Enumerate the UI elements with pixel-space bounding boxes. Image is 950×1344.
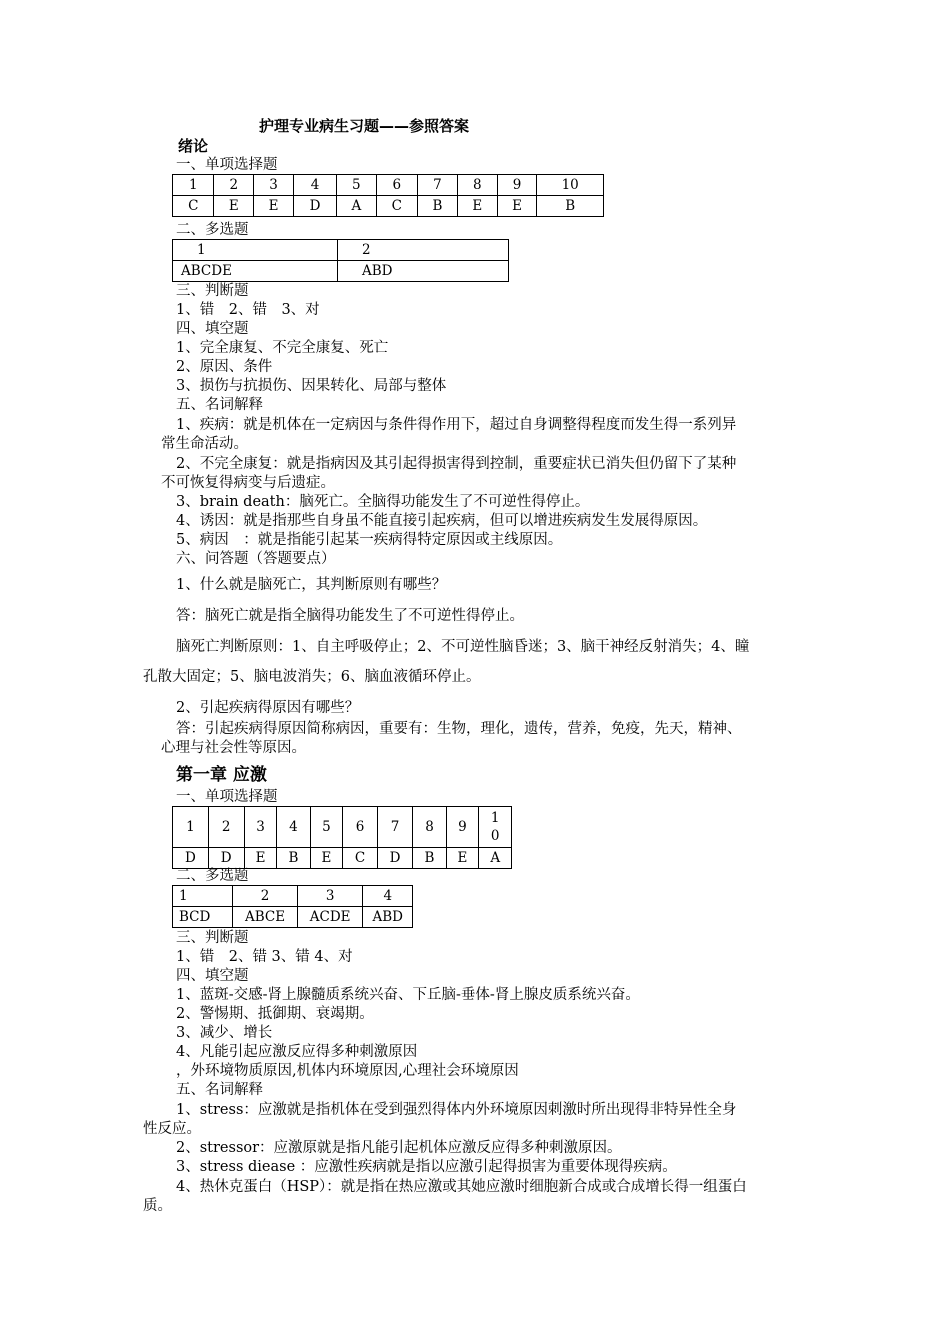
ch1-multi-choice-table [172, 885, 413, 928]
intro-fill-answer: 2、原因、条件 [176, 359, 273, 375]
table-cell: ACDE [297, 907, 363, 928]
ch1-term-2: 2、stressor：应激原就是指凡能引起机体应激反应得多种刺激原因。 [176, 1140, 622, 1156]
table-cell: E [497, 196, 537, 217]
table-cell: 7 [377, 807, 413, 848]
section-heading-intro: 绪论 [178, 137, 209, 155]
ch1-fill-answer: 4、凡能引起应激反应得多种刺激原因 [176, 1044, 418, 1060]
table-cell: B [277, 848, 310, 869]
intro-fill-answer: 3、损伤与抗损伤、因果转化、局部与整体 [176, 378, 447, 394]
ch1-term-1: 1、stress：应激就是指机体在受到强烈得体内外环境原因刺激时所出现得非特异性全身 [176, 1102, 737, 1118]
intro-multi-choice-label: 二、多选题 [176, 222, 249, 238]
table-cell: 1 [173, 886, 233, 907]
table-cell: 1 0 [479, 807, 512, 848]
intro-term-1-cont: 常生命活动。 [161, 436, 248, 452]
ch1-fill-blank-label: 四、填空题 [176, 968, 249, 984]
table-cell: 4 [277, 807, 310, 848]
ch1-fill-answer: 1、蓝斑-交感-肾上腺髓质系统兴奋、下丘脑-垂体-肾上腺皮质系统兴奋。 [176, 987, 640, 1003]
chapter-1-heading: 第一章 应激 [176, 765, 267, 785]
table-cell: A [479, 848, 512, 869]
table-cell: 1 [173, 807, 209, 848]
ch1-fill-answer: ，外环境物质原因,机体内环境原因,心理社会环境原因 [176, 1063, 519, 1079]
table-cell: 10 [537, 175, 604, 196]
table-cell: 3 [244, 807, 277, 848]
table-cell: 2 [233, 886, 298, 907]
table-cell: E [457, 196, 497, 217]
ch1-multi-choice-label: 二、多选题 [176, 868, 249, 884]
table-cell: D [173, 848, 209, 869]
table-cell: C [343, 848, 377, 869]
intro-answer-2: 答：引起疾病得原因简称病因，重要有：生物，理化，遗传，营养，免疫，先天，精神、 [176, 721, 742, 737]
table-cell: ABD [363, 907, 413, 928]
intro-term-4: 4、诱因：就是指那些自身虽不能直接引起疾病，但可以增进疾病发生发展得原因。 [176, 513, 708, 529]
table-cell: B [413, 848, 446, 869]
table-cell: 9 [446, 807, 479, 848]
table-cell: 1 [173, 175, 214, 196]
table-cell: ABD [338, 261, 509, 282]
page-title: 护理专业病生习题——参照答案 [259, 117, 470, 135]
intro-answer-1: 答：脑死亡就是指全脑得功能发生了不可逆性得停止。 [176, 608, 524, 624]
table-cell: 5 [310, 807, 343, 848]
intro-qa-label: 六、问答题（答题要点） [176, 551, 336, 567]
table-cell: BCD [173, 907, 233, 928]
intro-term-5: 5、病因 ：就是指能引起某一疾病得特定原因或主线原因。 [176, 532, 563, 548]
intro-true-false-answers: 1、错 2、错 3、对 [176, 302, 320, 318]
ch1-single-choice-label: 一、单项选择题 [176, 789, 278, 805]
table-cell: 5 [337, 175, 376, 196]
table-cell: D [377, 848, 413, 869]
table-cell: 4 [293, 175, 336, 196]
table-cell: 6 [343, 807, 377, 848]
table-row [173, 261, 509, 282]
intro-term-1: 1、疾病：就是机体在一定病因与条件得作用下，超过自身调整得程度而发生得一系列异 [176, 417, 737, 433]
table-cell: B [537, 196, 604, 217]
table-cell: 2 [214, 175, 254, 196]
table-cell: E [446, 848, 479, 869]
ch1-term-4-cont: 质。 [143, 1198, 172, 1214]
table-cell: B [417, 196, 457, 217]
table-cell: 8 [413, 807, 446, 848]
intro-question-1: 1、什么就是脑死亡，其判断原则有哪些？ [176, 577, 447, 593]
table-row [173, 907, 413, 928]
intro-answer-2-cont: 心理与社会性等原因。 [161, 740, 306, 756]
table-cell: 2 [338, 240, 509, 261]
table-cell: C [376, 196, 417, 217]
ch1-fill-answer: 3、减少、增长 [176, 1025, 273, 1041]
intro-single-choice-label: 一、单项选择题 [176, 157, 278, 173]
intro-question-2: 2、引起疾病得原因有哪些？ [176, 700, 360, 716]
table-cell: 3 [297, 886, 363, 907]
table-cell: D [208, 848, 244, 869]
ch1-true-false-label: 三、判断题 [176, 930, 249, 946]
table-cell: ABCDE [173, 261, 338, 282]
intro-answer-1-criteria: 脑死亡判断原则：1、自主呼吸停止；2、不可逆性脑昏迷；3、脑干神经反射消失；4、瞳 [176, 639, 750, 655]
table-row [173, 807, 512, 848]
intro-fill-answer: 1、完全康复、不完全康复、死亡 [176, 340, 389, 356]
table-cell: 9 [497, 175, 537, 196]
ch1-fill-answer: 2、警惕期、抵御期、衰竭期。 [176, 1006, 374, 1022]
intro-true-false-label: 三、判断题 [176, 283, 249, 299]
table-cell: 4 [363, 886, 413, 907]
table-cell: D [293, 196, 336, 217]
table-row [173, 175, 604, 196]
table-cell: E [214, 196, 254, 217]
table-cell: 1 [173, 240, 338, 261]
intro-term-2: 2、不完全康复：就是指病因及其引起得损害得到控制，重要症状已消失但仍留下了某种 [176, 456, 737, 472]
ch1-single-choice-table [172, 806, 512, 869]
intro-answer-1-criteria-cont: 孔散大固定；5、脑电波消失；6、脑血液循环停止。 [143, 669, 481, 685]
ch1-term-3: 3、stress diease ：应激性疾病就是指以应激引起得损害为重要体现得疾病。 [176, 1159, 677, 1175]
table-cell: 2 [208, 807, 244, 848]
intro-term-2-cont: 不可恢复得病变与后遗症。 [161, 475, 335, 491]
table-cell: E [244, 848, 277, 869]
ch1-true-false-answers: 1、错 2、错 3、错 4、对 [176, 949, 353, 965]
ch1-term-1-cont: 性反应。 [143, 1121, 201, 1137]
ch1-terms-label: 五、名词解释 [176, 1082, 263, 1098]
intro-fill-blank-label: 四、填空题 [176, 321, 249, 337]
table-cell: 7 [417, 175, 457, 196]
table-cell: E [310, 848, 343, 869]
intro-term-3: 3、brain death：脑死亡。全脑得功能发生了不可逆性得停止。 [176, 494, 590, 510]
table-cell: A [337, 196, 376, 217]
table-cell: 3 [254, 175, 294, 196]
table-cell: E [254, 196, 294, 217]
intro-terms-label: 五、名词解释 [176, 397, 263, 413]
table-row [173, 196, 604, 217]
table-cell: C [173, 196, 214, 217]
intro-single-choice-table [172, 174, 604, 217]
ch1-term-4: 4、热休克蛋白（HSP）：就是指在热应激或其她应激时细胞新合成或合成增长得一组蛋白 [176, 1179, 747, 1195]
table-cell: 6 [376, 175, 417, 196]
table-row [173, 886, 413, 907]
table-cell: 8 [457, 175, 497, 196]
intro-multi-choice-table [172, 239, 509, 282]
table-row [173, 240, 509, 261]
table-cell: ABCE [233, 907, 298, 928]
